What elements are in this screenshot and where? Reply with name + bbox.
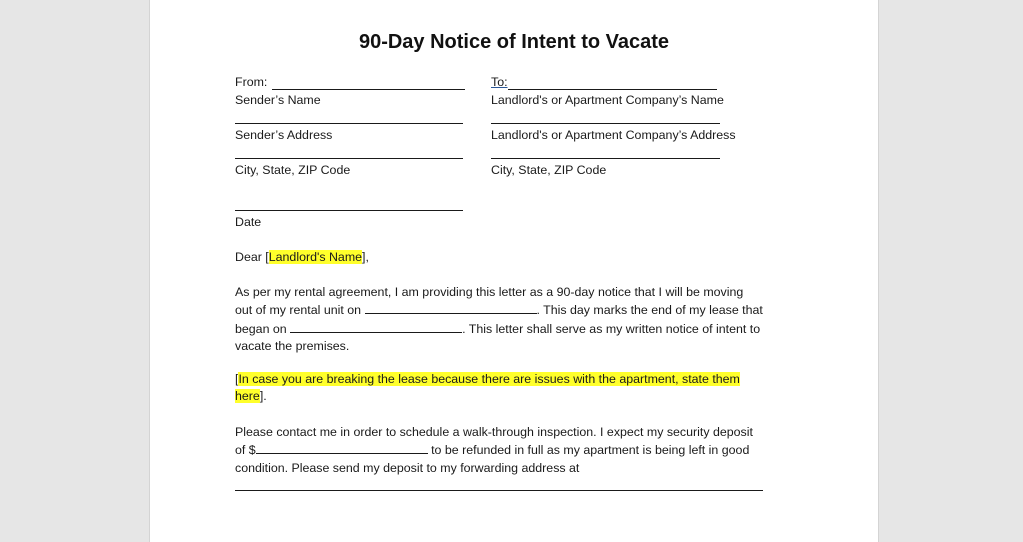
sender-address-caption: Sender’s Address	[235, 128, 333, 142]
date-line[interactable]	[235, 210, 463, 211]
salutation	[235, 249, 369, 266]
from-name-line[interactable]	[272, 89, 465, 90]
notice-paragraph	[235, 284, 763, 356]
lease-breaking-line-2: here].	[235, 389, 267, 404]
deposit-line-2: of $ to be refunded in full as my apartment is being left in good	[235, 443, 750, 458]
deposit-amount-blank[interactable]	[256, 441, 428, 454]
date-caption: Date	[235, 215, 262, 229]
from-label: From:	[235, 75, 268, 89]
to-label: To:	[491, 75, 508, 89]
document-title: 90-Day Notice of Intent to Vacate	[358, 31, 670, 53]
sender-name-caption: Sender’s Name	[235, 93, 321, 107]
forwarding-address-line[interactable]	[235, 490, 763, 491]
landlord-city-line[interactable]	[491, 158, 720, 159]
salutation-prefix: Dear [	[235, 250, 269, 264]
lease-breaking-placeholder-2[interactable]: here	[235, 389, 260, 404]
landlord-address-caption: Landlord's or Apartment Company’s Address	[491, 128, 736, 142]
landlord-name-placeholder[interactable]: Landlord's Name	[268, 250, 363, 264]
sender-address-line[interactable]	[235, 123, 463, 124]
lease-breaking-line-1: [In case you are breaking the lease because there are issues with the apartment, state them	[235, 372, 740, 386]
deposit-line-3: condition. Please send my deposit to my forwarding address at	[235, 460, 580, 475]
sender-city-caption: City, State, ZIP Code	[235, 163, 351, 177]
landlord-name-caption: Landlord's or Apartment Company’s Name	[491, 93, 724, 107]
landlord-address-line[interactable]	[491, 123, 720, 124]
lease-start-date-blank[interactable]	[290, 320, 462, 333]
lease-breaking-paragraph	[235, 371, 740, 406]
notice-line-2: out of my rental unit on . This day marks the end of my lease that	[235, 303, 763, 318]
deposit-paragraph	[235, 424, 753, 477]
notice-line-3: began on . This letter shall serve as my written notice of intent to	[235, 321, 761, 336]
landlord-city-caption: City, State, ZIP Code	[491, 163, 607, 177]
to-name-line[interactable]	[508, 89, 717, 90]
notice-line-1: As per my rental agreement, I am providing this letter as a 90-day notice that I will be moving	[235, 285, 744, 299]
notice-line-4: vacate the premises.	[235, 339, 350, 354]
salutation-suffix: ],	[362, 250, 369, 264]
lease-breaking-placeholder-1[interactable]: In case you are breaking the lease because there are issues with the apartment, state them	[238, 372, 740, 386]
deposit-line-1: Please contact me in order to schedule a walk-through inspection. I expect my security deposit	[235, 425, 753, 439]
move-out-date-blank[interactable]	[365, 301, 537, 314]
sender-city-line[interactable]	[235, 158, 463, 159]
